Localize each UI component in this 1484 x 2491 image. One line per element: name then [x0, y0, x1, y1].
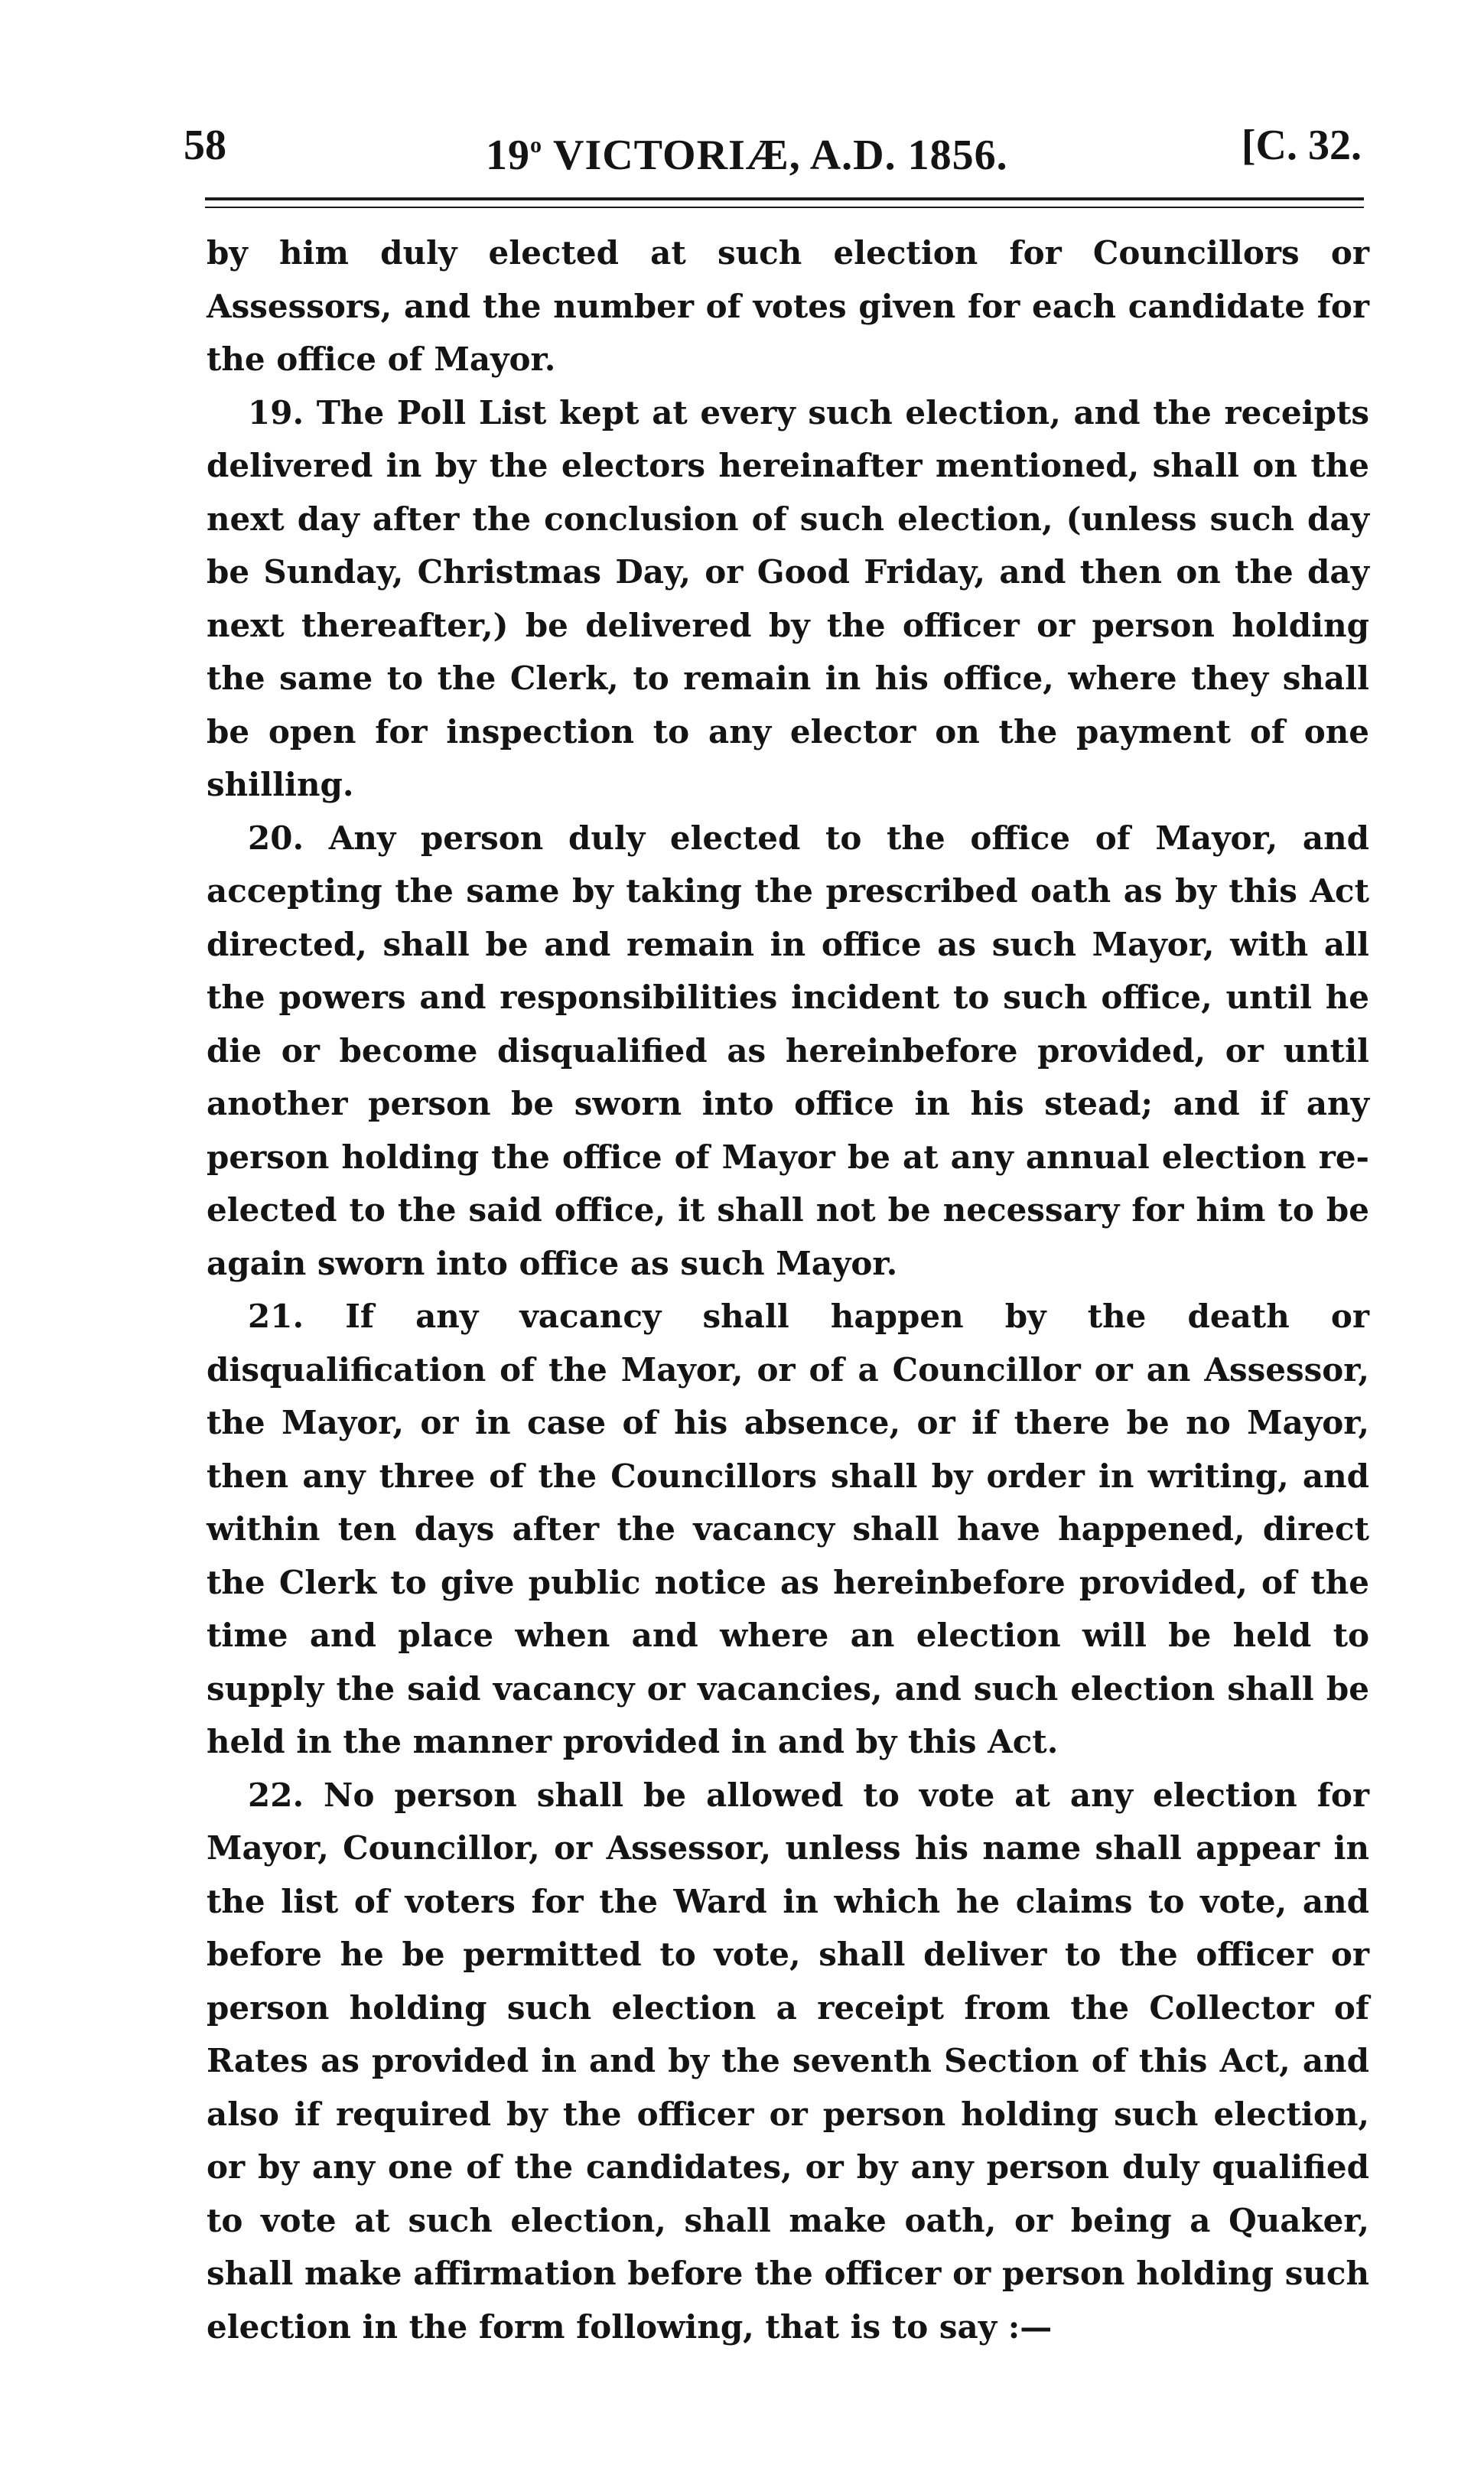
section-19	[207, 386, 1369, 812]
running-header	[184, 115, 1362, 179]
paragraph-text: by him duly elected at such election for Councillors or Assessors, and the number of votes given for each candidate for the office of Mayor.	[207, 234, 1369, 378]
paragraph-continued	[207, 226, 1369, 386]
section-21	[207, 1290, 1369, 1769]
section-number: 22.	[248, 1776, 304, 1814]
body-text	[207, 226, 1369, 2353]
paragraph-text: No person shall be allowed to vote at any election for Mayor, Councillor, or Assessor, unless his name shall appear in the list of voters for the Ward in which he claims to vote, and before he be permitted to vote, shall deliver to the officer or person holding such election a receipt from the Collector of Rates as provided in and by the seventh Section of this Act, and also if required by the officer or person holding such election, or by any one of the candidates, or by any person duly qualified to vote at such election, shall make oath, or being a Quaker, shall make affirmation before the officer or person holding such election in the form following, that is to say :—	[207, 1776, 1370, 2346]
regnal-suffix: o	[530, 132, 542, 158]
paragraph-text: Any person duly elected to the office of Mayor, and accepting the same by taking the prescribed oath as by this Act directed, shall be and remain in office as such Mayor, with all the powers and responsibilities incident to such office, until he die or become disqualified as hereinbefore provided, or until another person be sworn into office in his stead; and if any person holding the office of Mayor be at any annual election re-elected to the said office, it shall not be necessary for him to be again sworn into office as such Mayor.	[207, 819, 1370, 1282]
header-rule-thick	[205, 197, 1364, 200]
section-number: 21.	[248, 1298, 304, 1335]
paragraph-text: The Poll List kept at every such election, and the receipts delivered in by the electors hereinafter mentioned, shall on the next day after the conclusion of such election, (unless such day be Sunday, Christmas Day, or Good Friday, and then on the day next thereafter,) be delivered by the officer or person holding the same to the Clerk, to remain in his office, where they shall be open for inspection to any elector on the payment of one shilling.	[207, 393, 1369, 803]
section-number: 20.	[248, 819, 304, 857]
header-rule-thin	[205, 207, 1364, 208]
section-20	[207, 812, 1369, 1291]
page-number: 58	[184, 122, 226, 169]
paragraph-text: If any vacancy shall happen by the death or disqualification of the Mayor, or of a Councillor or an Assessor, the Mayor, or in case of his absence, or if there be no Mayor, then any three of the Councillors shall by order in writing, and within ten days after the vacancy shall have happened, direct the Clerk to give public notice as hereinbefore provided, of the time and place when and where an election will be held to supply the said vacancy or vacancies, and such election shall be held in the manner provided in and by this Act.	[207, 1298, 1370, 1760]
act-title: VICTORIÆ, A.D. 1856.	[553, 132, 1008, 179]
section-22	[207, 1769, 1369, 2354]
header-title	[486, 115, 1008, 186]
regnal-year: 19	[486, 132, 530, 179]
section-number: 19.	[248, 393, 304, 431]
chapter-number: [C. 32.	[1241, 122, 1362, 169]
